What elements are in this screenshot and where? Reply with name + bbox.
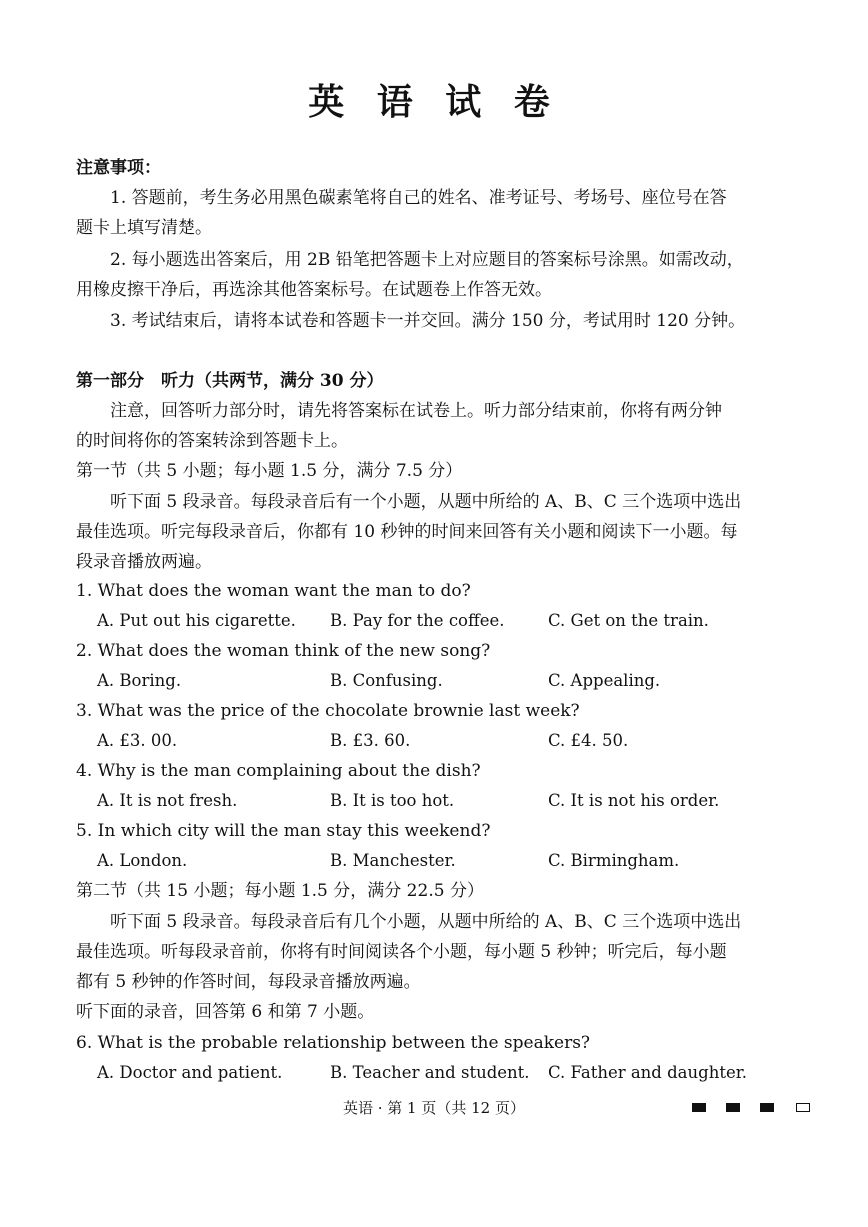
option-a: A. London.	[97, 851, 188, 870]
page-marker-icons	[692, 1103, 817, 1115]
section1-intro-line: 最佳选项。听完每段录音后，你都有 10 秒钟的时间来回答有关小题和阅读下一小题。每	[76, 522, 738, 542]
page-footer: 英语 · 第 1 页（共 12 页）	[342, 1099, 525, 1117]
section2-instruction: 听下面的录音，回答第 6 和第 7 小题。	[76, 1002, 375, 1022]
option-c: C. Appealing.	[548, 671, 661, 690]
part1-intro-line: 的时间将你的答案转涂到答题卡上。	[76, 431, 348, 451]
option-c: C. £4. 50.	[548, 731, 629, 750]
option-b: B. It is too hot.	[330, 791, 455, 810]
filled-square-icon	[692, 1103, 706, 1112]
notice-heading: 注意事项：	[76, 158, 161, 178]
question-stem: 4. Why is the man complaining about the dish?	[76, 761, 481, 781]
question-stem: 6. What is the probable relationship between the speakers?	[76, 1033, 591, 1053]
option-b: B. £3. 60.	[330, 731, 411, 750]
section2-intro-line: 听下面 5 段录音。每段录音后有几个小题，从题中所给的 A、B、C 三个选项中选出	[110, 912, 742, 932]
section2-intro-line: 都有 5 秒钟的作答时间，每段录音播放两遍。	[76, 972, 421, 992]
section2-intro-line: 最佳选项。听每段录音前，你将有时间阅读各个小题，每小题 5 秒钟；听完后，每小题	[76, 942, 727, 962]
question-stem: 5. In which city will the man stay this weekend?	[76, 821, 491, 841]
section1-intro-line: 听下面 5 段录音。每段录音后有一个小题，从题中所给的 A、B、C 三个选项中选出	[110, 492, 742, 512]
option-a: A. £3. 00.	[97, 731, 178, 750]
part1-heading: 第一部分 听力（共两节，满分 30 分）	[76, 371, 384, 391]
option-b: B. Pay for the coffee.	[330, 611, 505, 630]
option-a: A. It is not fresh.	[97, 791, 238, 810]
question-stem: 2. What does the woman think of the new song?	[76, 641, 491, 661]
option-c: C. It is not his order.	[548, 791, 720, 810]
section1-heading: 第一节（共 5 小题；每小题 1.5 分，满分 7.5 分）	[76, 461, 463, 481]
option-a: A. Doctor and patient.	[97, 1063, 283, 1082]
section1-intro-line: 段录音播放两遍。	[76, 552, 212, 572]
option-a: A. Boring.	[97, 671, 182, 690]
filled-square-icon	[726, 1103, 740, 1112]
notice-line: 用橡皮擦干净后，再选涂其他答案标号。在试题卷上作答无效。	[76, 280, 552, 300]
option-c: C. Father and daughter.	[548, 1063, 748, 1082]
empty-square-icon	[796, 1103, 810, 1112]
notice-line: 题卡上填写清楚。	[76, 218, 212, 238]
notice-line: 3. 考试结束后，请将本试卷和答题卡一并交回。满分 150 分，考试用时 120 分钟。	[110, 311, 746, 331]
question-stem: 1. What does the woman want the man to do?	[76, 581, 471, 601]
option-b: B. Teacher and student.	[330, 1063, 530, 1082]
option-a: A. Put out his cigarette.	[97, 611, 296, 630]
option-b: B. Confusing.	[330, 671, 443, 690]
question-stem: 3. What was the price of the chocolate brownie last week?	[76, 701, 580, 721]
option-b: B. Manchester.	[330, 851, 456, 870]
option-c: C. Birmingham.	[548, 851, 680, 870]
section2-heading: 第二节（共 15 小题；每小题 1.5 分，满分 22.5 分）	[76, 881, 484, 901]
filled-square-icon	[760, 1103, 774, 1112]
notice-line: 2. 每小题选出答案后，用 2B 铅笔把答题卡上对应题目的答案标号涂黑。如需改动，	[110, 250, 744, 270]
part1-intro-line: 注意，回答听力部分时，请先将答案标在试卷上。听力部分结束前，你将有两分钟	[110, 401, 722, 421]
notice-line: 1. 答题前，考生务必用黑色碳素笔将自己的姓名、准考证号、考场号、座位号在答	[110, 188, 727, 208]
option-c: C. Get on the train.	[548, 611, 709, 630]
page-title: 英 语 试 卷	[308, 81, 560, 123]
